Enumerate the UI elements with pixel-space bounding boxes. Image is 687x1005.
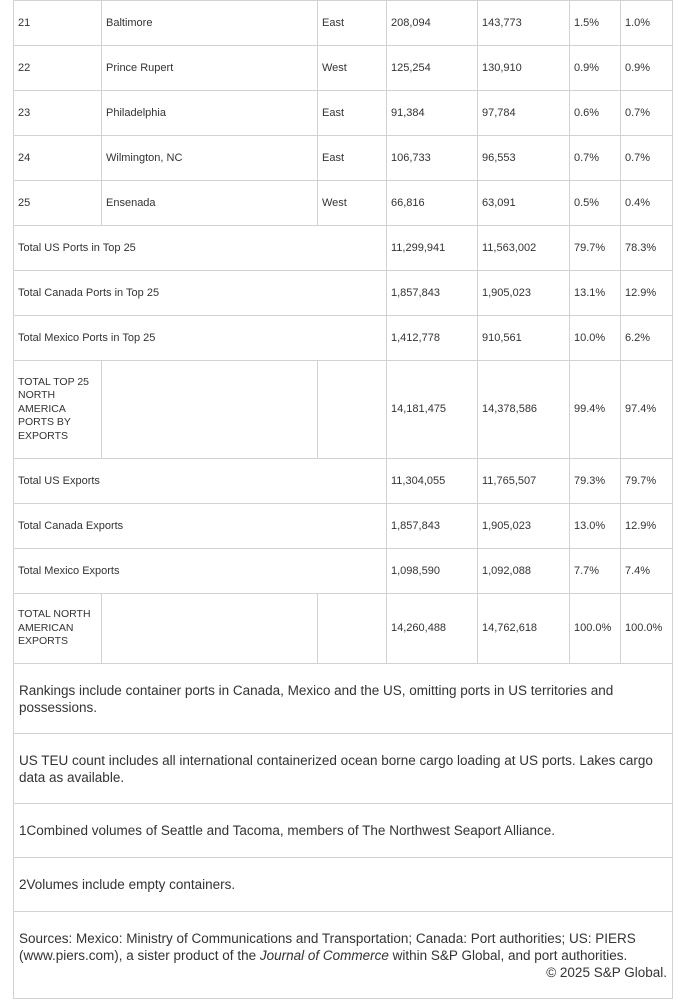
share-2023-cell: 0.7%	[621, 91, 673, 136]
teu-2024-cell: 1,098,590	[387, 549, 478, 594]
share-2024-cell: 0.9%	[570, 46, 621, 91]
teu-2024-cell: 106,733	[387, 136, 478, 181]
region-cell: East	[318, 136, 387, 181]
teu-2024-cell: 11,304,055	[387, 459, 478, 504]
rank-cell: 22	[14, 46, 102, 91]
teu-2024-cell: 14,260,488	[387, 594, 478, 664]
empty-cell	[102, 594, 318, 664]
teu-2023-cell: 1,905,023	[478, 504, 570, 549]
teu-2024-cell: 1,857,843	[387, 271, 478, 316]
teu-2023-cell: 1,905,023	[478, 271, 570, 316]
footnote-1: 1Combined volumes of Seattle and Tacoma, members of The Northwest Seaport Alliance.	[14, 804, 673, 858]
teu-2024-cell: 208,094	[387, 1, 478, 46]
empty-cell	[318, 594, 387, 664]
teu-2023-cell: 97,784	[478, 91, 570, 136]
footnote-2: 2Volumes include empty containers.	[14, 858, 673, 912]
teu-2023-cell: 14,378,586	[478, 361, 570, 459]
share-2024-cell: 79.7%	[570, 226, 621, 271]
total-label: TOTAL NORTH AMERICAN EXPORTS	[14, 594, 102, 664]
teu-2024-cell: 125,254	[387, 46, 478, 91]
teu-2023-cell: 63,091	[478, 181, 570, 226]
empty-cell	[102, 361, 318, 459]
subtotal-label: Total Mexico Ports in Top 25	[14, 316, 387, 361]
table-row	[14, 136, 673, 181]
teu-2023-cell: 1,092,088	[478, 549, 570, 594]
share-2023-cell: 0.4%	[621, 181, 673, 226]
region-cell: West	[318, 181, 387, 226]
note-row	[14, 804, 673, 858]
port-cell: Wilmington, NC	[102, 136, 318, 181]
table-row	[14, 46, 673, 91]
share-2024-cell: 10.0%	[570, 316, 621, 361]
table-row	[14, 91, 673, 136]
port-cell: Philadelphia	[102, 91, 318, 136]
subtotal-row-mexico-exports	[14, 549, 673, 594]
teu-2024-cell: 1,412,778	[387, 316, 478, 361]
teu-2023-cell: 143,773	[478, 1, 570, 46]
share-2024-cell: 0.5%	[570, 181, 621, 226]
port-cell: Baltimore	[102, 1, 318, 46]
teu-2023-cell: 130,910	[478, 46, 570, 91]
subtotal-label: Total Canada Ports in Top 25	[14, 271, 387, 316]
teu-2023-cell: 910,561	[478, 316, 570, 361]
teu-2024-cell: 91,384	[387, 91, 478, 136]
share-2024-cell: 0.7%	[570, 136, 621, 181]
teu-2024-cell: 1,857,843	[387, 504, 478, 549]
note-row	[14, 734, 673, 804]
sources-text-end: within S&P Global, and port authorities.	[388, 947, 628, 963]
region-cell: East	[318, 91, 387, 136]
share-2024-cell: 13.1%	[570, 271, 621, 316]
rank-cell: 24	[14, 136, 102, 181]
share-2023-cell: 0.7%	[621, 136, 673, 181]
subtotal-row-mexico-top25	[14, 316, 673, 361]
empty-cell	[318, 361, 387, 459]
teu-2024-cell: 14,181,475	[387, 361, 478, 459]
subtotal-row-canada-top25	[14, 271, 673, 316]
total-row-exports	[14, 594, 673, 664]
teu-2024-cell: 66,816	[387, 181, 478, 226]
share-2024-cell: 79.3%	[570, 459, 621, 504]
teu-2023-cell: 11,563,002	[478, 226, 570, 271]
note-rankings: Rankings include container ports in Canada, Mexico and the US, omitting ports in US territories and possessions.	[14, 664, 673, 734]
share-2023-cell: 1.0%	[621, 1, 673, 46]
subtotal-label: Total US Exports	[14, 459, 387, 504]
share-2024-cell: 7.7%	[570, 549, 621, 594]
share-2024-cell: 100.0%	[570, 594, 621, 664]
total-row-top25	[14, 361, 673, 459]
sources-note	[14, 912, 673, 999]
table-row	[14, 181, 673, 226]
share-2023-cell: 0.9%	[621, 46, 673, 91]
share-2023-cell: 6.2%	[621, 316, 673, 361]
subtotal-label: Total Mexico Exports	[14, 549, 387, 594]
subtotal-label: Total Canada Exports	[14, 504, 387, 549]
teu-2023-cell: 14,762,618	[478, 594, 570, 664]
copyright-text: © 2025 S&P Global.	[546, 964, 667, 980]
share-2023-cell: 12.9%	[621, 271, 673, 316]
teu-2023-cell: 96,553	[478, 136, 570, 181]
share-2024-cell: 1.5%	[570, 1, 621, 46]
journal-title: Journal of Commerce	[259, 947, 389, 963]
share-2023-cell: 79.7%	[621, 459, 673, 504]
share-2023-cell: 7.4%	[621, 549, 673, 594]
subtotal-row-us-top25	[14, 226, 673, 271]
subtotal-label: Total US Ports in Top 25	[14, 226, 387, 271]
teu-2023-cell: 11,765,507	[478, 459, 570, 504]
rank-cell: 23	[14, 91, 102, 136]
rank-cell: 21	[14, 1, 102, 46]
share-2024-cell: 99.4%	[570, 361, 621, 459]
total-label: TOTAL TOP 25 NORTH AMERICA PORTS BY EXPORTS	[14, 361, 102, 459]
share-2023-cell: 100.0%	[621, 594, 673, 664]
share-2023-cell: 78.3%	[621, 226, 673, 271]
subtotal-row-us-exports	[14, 459, 673, 504]
region-cell: East	[318, 1, 387, 46]
port-cell: Ensenada	[102, 181, 318, 226]
share-2024-cell: 0.6%	[570, 91, 621, 136]
note-teu-count: US TEU count includes all international containerized ocean borne cargo loading at US ports. Lakes cargo data as available.	[14, 734, 673, 804]
share-2023-cell: 12.9%	[621, 504, 673, 549]
share-2023-cell: 97.4%	[621, 361, 673, 459]
region-cell: West	[318, 46, 387, 91]
rank-cell: 25	[14, 181, 102, 226]
note-row	[14, 858, 673, 912]
sources-text: Sources: Mexico: Ministry of Communications and Transportation; Canada: Port authorities; US: PIERS (www.piers.com), a sister product of the	[19, 930, 636, 963]
teu-2024-cell: 11,299,941	[387, 226, 478, 271]
ports-table	[13, 0, 673, 999]
port-cell: Prince Rupert	[102, 46, 318, 91]
share-2024-cell: 13.0%	[570, 504, 621, 549]
table-row	[14, 1, 673, 46]
note-row	[14, 664, 673, 734]
ports-table-container	[13, 0, 672, 999]
note-row	[14, 912, 673, 999]
subtotal-row-canada-exports	[14, 504, 673, 549]
